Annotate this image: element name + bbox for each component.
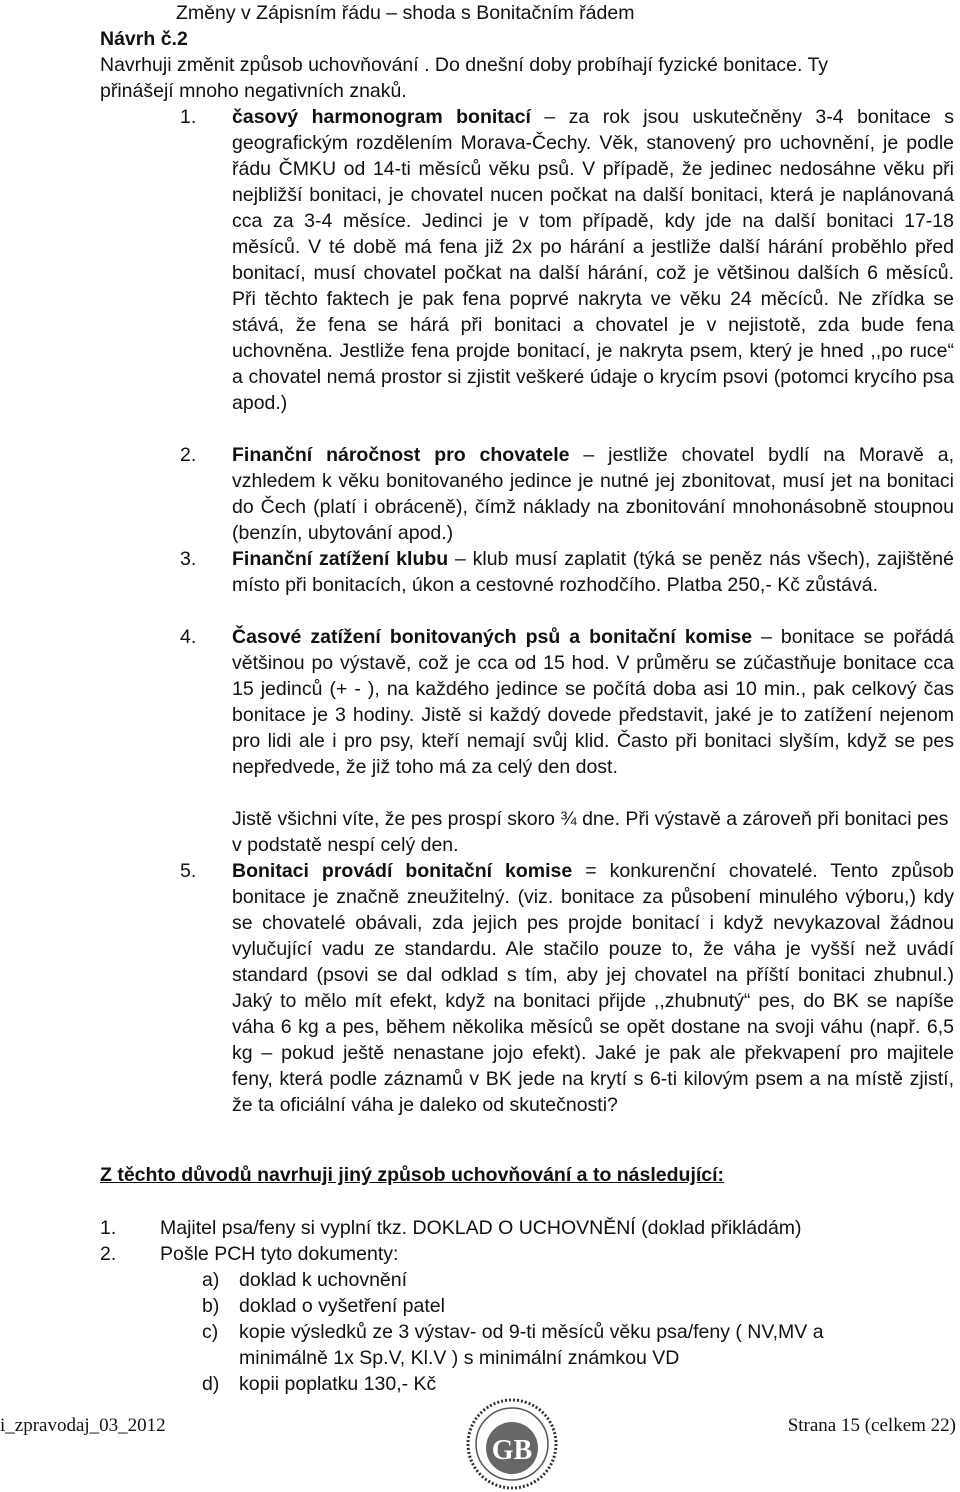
item-number: 3. [180, 548, 197, 570]
list-item [232, 442, 954, 546]
item-text: – klub musí zaplatit (týká se peněz nás všech), zajištěné místo při bonitacích, úkon a cestovné rozhodčího. Platba 250,- Kč zůstává. [232, 548, 954, 596]
proposal-item-number: 2. [100, 1243, 117, 1265]
document-text: doklad k uchovnění [239, 1269, 408, 1291]
item-text: – za rok jsou uskutečněny 3-4 bonitace s geografickým rozdělením Morava-Čechy. Věk, stanovený pro uchovnění, je podle řádu ČMKU od 14-ti měsíců věku psů. V případě, že jedinec nedosáhne věku při nejbližší bonitaci, je chovatel nucen počkat na další bonitaci, která je naplánovaná cca za 3-4 měsíce. Jedinci je v tom případě, kdy jde na další bonitaci 17-18 měsíců. V té době má fena již 2x po hárání a jestliže další hárání proběhlo před bonitací, musí chovatel počkat na další hárání, což je většinou dalších 6 měsíců. Při těchto faktech je pak fena poprvé nakryta ve věku 24 měcíců. Ne zřídka se stává, že fena se hárá při bonitaci a chovatel je v nejistotě, zda bude fena uchovněna. Jestliže fena projde bonitací, je nakryta psem, který je hned ,,po ruce“ a chovatel nemá prostor si zjistit veškeré údaje o krycím psovi (potomci krycího psa apod.) [232, 106, 954, 414]
item-heading: Finanční náročnost pro chovatele [232, 444, 570, 466]
proposal-item-text: Pošle PCH tyto dokumenty: [160, 1243, 399, 1265]
list-item [232, 104, 954, 416]
item-number: 1. [180, 106, 197, 128]
proposal-label: Návrh č.2 [100, 28, 188, 50]
proposal-item-text: Majitel psa/feny si vyplní tkz. DOKLAD O UCHOVNĚNÍ (doklad přikládám) [160, 1217, 802, 1239]
intro-line-2: přinášejí mnoho negativních znaků. [100, 80, 407, 102]
document-letter: a) [202, 1269, 220, 1291]
item-extra-text [232, 806, 954, 858]
item-number: 4. [180, 626, 197, 648]
item-heading: Časové zatížení bonitovaných psů a bonitační komise [232, 626, 753, 648]
item-text: Jistě všichni víte, že pes prospí skoro ¾ dne. Při výstavě a zároveň při bonitaci pes v podstatě nespí celý den. [232, 808, 949, 856]
proposal-heading: Z těchto důvodů navrhuji jiný způsob uchovňování a to následující: [100, 1164, 725, 1186]
item-heading: Finanční zatížení klubu [232, 548, 449, 570]
document-text: doklad o vyšetření patel [239, 1295, 445, 1317]
item-number: 2. [180, 444, 197, 466]
item-text: – jestliže chovatel bydlí na Moravě a, vzhledem k věku bonitovaného jedince je nutné jej zbonitovat, musí jet na bonitaci do Čech (platí i obráceně), čímž náklady na zbonitování mnohonásobně stoupnou (benzín, ubytování apod.) [232, 444, 955, 544]
logo-letters: GB [491, 1435, 533, 1466]
document-text: kopii poplatku 130,- Kč [239, 1373, 437, 1395]
document-letter: c) [202, 1321, 219, 1343]
list-item [232, 858, 954, 1118]
document-text: minimálně 1x Sp.V, Kl.V ) s minimální známkou VD [239, 1347, 680, 1369]
document-text: kopie výsledků ze 3 výstav- od 9-ti měsíců věku psa/feny ( NV,MV a [239, 1321, 824, 1343]
club-logo [464, 1396, 560, 1492]
footer-page-number: Strana 15 (celkem 22) [787, 1415, 956, 1436]
item-number: 5. [180, 860, 197, 882]
document-title: Změny v Zápisním řádu – shoda s Bonitačním řádem [176, 2, 635, 24]
intro-line-1: Navrhuji změnit způsob uchovňování . Do dnešní doby probíhají fyzické bonitace. Ty [100, 54, 829, 76]
proposal-item-number: 1. [100, 1217, 117, 1239]
item-text: = konkurenční chovatelé. Tento způsob bonitace je značně zneužitelný. (viz. bonitace za působení minulého výboru,) kdy se chovatelé obávali, zda jejich pes projde bonitací i když nevykazoval žádnou vylučující vadu ze standardu. Ale stačilo pouze to, že váha je vyšší než uvádí standard (psovi se dal odklad s tím, aby jej chovatel na příští bonitaci zhubnul.) Jaký to mělo mít efekt, když na bonitaci přijde ,,zhubnutý“ pes, do BK se napíše váha 6 kg a pes, během několika měsíců se opět dostane na svoji váhu (např. 6,5 kg – pokud ještě nenastane jojo efekt). Jaké je pak ale překvapení pro majitele feny, která podle záznamů v BK jede na krytí s 6-ti kilovým psem a na místě zjistí, že ta oficiální váha je daleko od skutečnosti? [232, 860, 954, 1116]
item-text: – bonitace se pořádá většinou po výstavě, což je cca od 15 hod. V průměru se zúčastňuje bonitace cca 15 jedinců (+ - ), na každého jedince se počítá doba asi 10 min., pak celkový čas bonitace je 3 hodiny. Jistě si každý dovede představit, jaké je to zatížení nejenom pro lidi ale i pro psy, kteří nemají svůj klid. Často při bonitaci slyším, když se pes nepředvede, že již toho má za celý den dost. [232, 626, 954, 778]
document-letter: b) [202, 1295, 220, 1317]
item-heading: Bonitaci provádí bonitační komise [232, 860, 573, 882]
item-heading: časový harmonogram bonitací [232, 106, 531, 128]
footer-publication: i_zpravodaj_03_2012 [0, 1415, 166, 1436]
document-letter: d) [202, 1373, 220, 1395]
list-item [232, 546, 954, 598]
list-item [232, 624, 954, 780]
